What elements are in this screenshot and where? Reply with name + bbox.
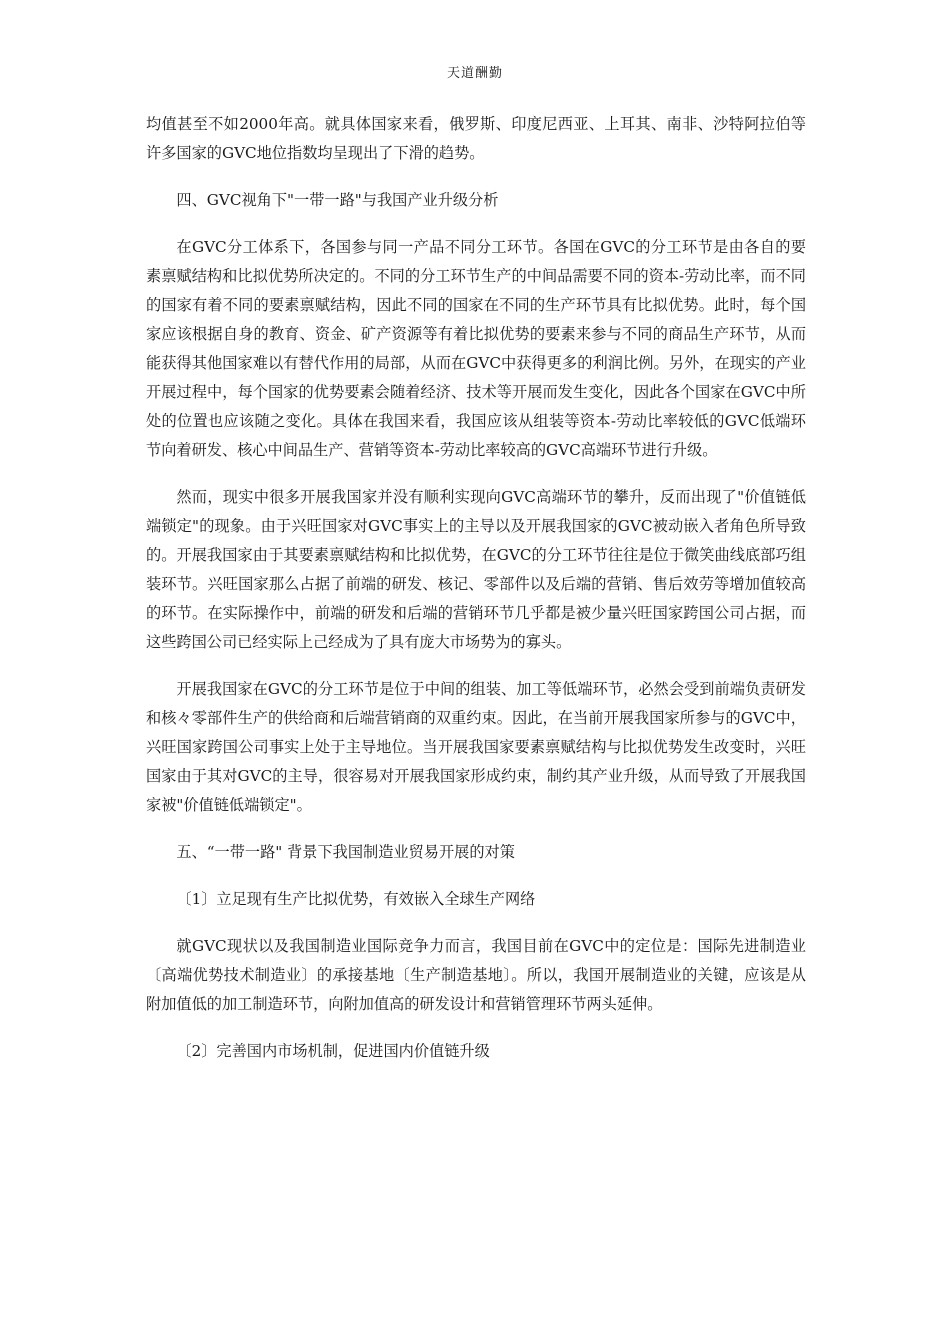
section-heading-5: 五、“一带一路" 背景下我国制造业贸易开展的对策: [176, 843, 515, 861]
document-body: [146, 110, 806, 1084]
paragraph-continuation: 均值甚至不如2000年高。就具体国家来看，俄罗斯、印度尼西亚、上耳其、南非、沙特阿拉伯等许多国家的GVC地位指数均呈现出了下滑的趋势。: [146, 115, 806, 162]
paragraph: 在GVC分工体系下，各国参与同一产品不同分工环节。各国在GVC的分工环节是由各自的要素禀赋结构和比拟优势所决定的。不同的分工环节生产的中间品需要不同的资本-劳动比率，而不同的国家有着不同的要素禀赋结构，因此不同的国家在不同的生产环节具有比拟优势。此时，每个国家应该根据自身的教育、资金、矿产资源等有着比拟优势的要素来参与不同的商品生产环节，从而能获得其他国家难以有替代作用的局部，从而在GVC中获得更多的利润比例。另外，在现实的产业开展过程中，每个国家的优势要素会随着经济、技术等开展而发生变化，因此各个国家在GVC中所处的位置也应该随之变化。具体在我国来看，我国应该从组装等资本-劳动比率较低的GVC低端环节向着研发、核心中间品生产、营销等资本-劳动比率较高的GVC高端环节进行升级。: [146, 238, 806, 459]
subsection-heading-2: 〔2〕完善国内市场机制，促进国内价值链升级: [176, 1042, 490, 1060]
paragraph: 就GVC现状以及我国制造业国际竞争力而言，我国目前在GVC中的定位是：国际先进制造业〔高端优势技术制造业〕的承接基地〔生产制造基地〕。所以，我国开展制造业的关键，应该是从附加值低的加工制造环节，向附加值高的研发设计和营销管理环节两头延伸。: [146, 937, 806, 1013]
subsection-heading-1: 〔1〕立足现有生产比拟优势，有效嵌入全球生产网络: [176, 890, 536, 908]
paragraph: 然而，现实中很多开展我国家并没有顺利实现向GVC高端环节的攀升，反而出现了"价值链低端锁定"的现象。由于兴旺国家对GVC事实上的主导以及开展我国家的GVC被动嵌入者角色所导致的。开展我国家由于其要素禀赋结构和比拟优势，在GVC的分工环节往往是位于微笑曲线底部巧组装环节。兴旺国家那么占据了前端的研发、核记、零部件以及后端的营销、售后效劳等增加值较高的环节。在实际操作中，前端的研发和后端的营销环节几乎都是被少量兴旺国家跨国公司占据，而这些跨国公司已经实际上己经成为了具有庞大市场势为的寡头。: [146, 488, 806, 651]
section-heading-4: 四、GVC视角下"一带一路"与我国产业升级分析: [176, 191, 499, 209]
running-header: 天道酬勤: [446, 66, 503, 81]
paragraph: 开展我国家在GVC的分工环节是位于中间的组装、加工等低端环节，必然会受到前端负责研发和核々零部件生产的供给商和后端营销商的双重约束。因此，在当前开展我国家所参与的GVC中，兴旺国家跨国公司事实上处于主导地位。当开展我国家要素禀赋结构与比拟优势发生改变时，兴旺国家由于其对GVC的主导，很容易对开展我国家形成约束，制约其产业升级，从而导致了开展我国家被"价值链低端锁定"。: [146, 680, 806, 814]
